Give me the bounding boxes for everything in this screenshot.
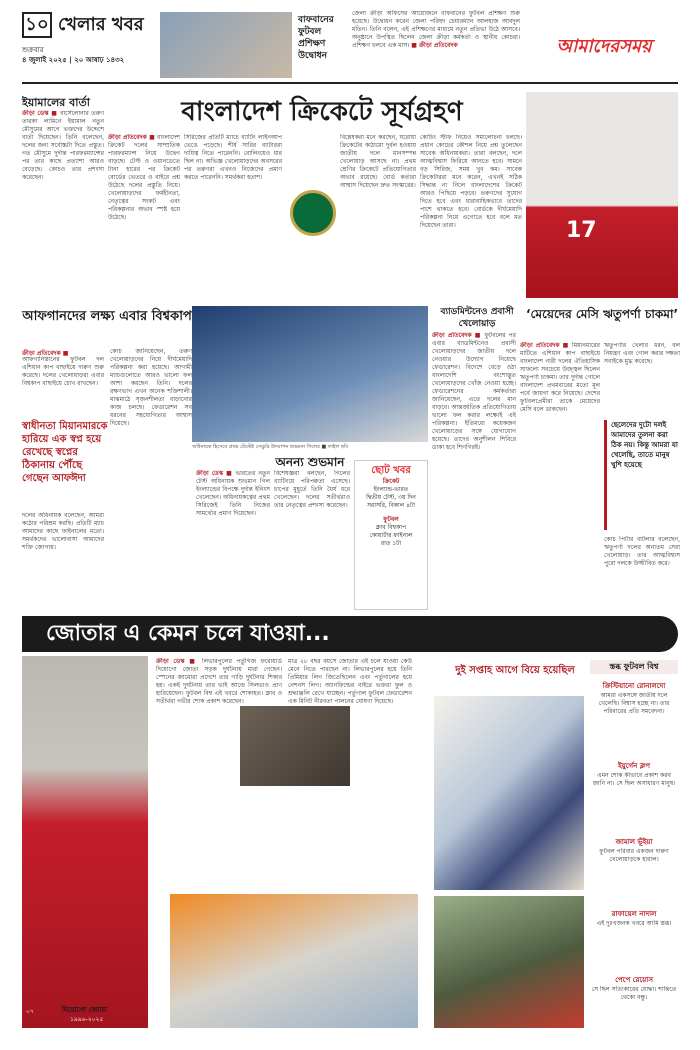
badminton-headline: ব্যাডমিন্টনেও প্রবাসী খেলোয়াড় [440, 307, 514, 329]
reaction-name: ইয়ুর্গেন ক্লপ [617, 762, 650, 770]
lead-byline: ক্রীড়া প্রতিবেদক ■ [108, 134, 155, 141]
reaction-name: রাফায়েল নাদাল [611, 910, 657, 918]
lead-col-1-body: বাংলাদেশ ক্রিকেট দলের সাম্প্রতিক পারফরম্যান্স নিয়ে উদ্বেগ বাড়ছে। টেস্ট ও ওয়ানডেতে টানা হারের পর ক্রিকেট বোর্ডের ভেতরে ও বাইরে প্রশ্ন উঠেছে দলের প্রস্তুতি নিয়ে। খেলোয়াড়দের ফর্মহীনতা, নেতৃত্বের সংকট এবং পরিকল্পনার অভাব স্পষ্ট হয়ে উঠেছে। [108, 134, 180, 221]
afghan-pull-quote: স্বাধীনতা মিয়ানমারকে হারিয়ে এক স্বপ্ন হয়ে রেখেছে স্বপ্নের ঠিকানায় পৌঁছে গেছেন আফঈদা [22, 421, 108, 484]
gill-photo [192, 306, 428, 442]
lead-col-1 [108, 134, 180, 304]
rituparna-photo [526, 92, 678, 298]
short-news-line: কোয়ার্টার ফাইনাল [369, 532, 413, 539]
lead-col-5-body: সাবেক ক্রিকেটাররা মনে করেন, এখনই সঠিক সিদ্ধান্ত না নিলে বাংলাদেশের ক্রিকেট আরও পিছিয়ে পড়বে। তরুণদের সুযোগ দিতে হবে এবং ধারাবাহিকভাবে তাদের পাশে থাকতে হবে। বোর্ডকে দীর্ঘমেয়াদি পরিকল্পনা নিয়ে এগোতে হবে বলে মত দিয়েছেন তারা। [420, 166, 522, 229]
jota-body-1: লিভারপুলের পর্তুগিজ ফরোয়ার্ড দিয়োগো জোতা সড়ক দুর্ঘটনায় মারা গেছেন। স্পেনের জামোরা প্রদেশে তার গাড়ি দুর্ঘটনার শিকার হয়। একই দুর্ঘটনায় তার ভাই আন্দ্রে সিলভাও প্রাণ হারিয়েছেন। ফুটবল বিশ্ব এই খবরে শোকাহত। ক্লাব ও সতীর্থরা গভীর শোক প্রকাশ করেছেন। [156, 658, 282, 705]
messi-headline: ‘মেয়েদের মেসি ঋতুপর্ণা চাকমা’ [526, 307, 678, 321]
reaction-list [590, 680, 678, 1026]
wedding-photo [434, 696, 584, 890]
badminton-byline: ক্রীড়া প্রতিবেদক ■ [432, 332, 482, 339]
reaction-text: এমন শোক কীভাবে প্রকাশ করব জানি না। সে ছিল অসাধারণ মানুষ। [592, 772, 676, 787]
gill-byline: ক্রীড়া ডেস্ক ■ [196, 470, 233, 477]
afghan-headline: আফগানদের লক্ষ্য এবার বিশ্বকাপ [22, 309, 192, 324]
jota-banner: জোতার এ কেমন চলে যাওয়া... [22, 616, 678, 652]
reaction-name: জামাল ভূঁইয়া [615, 838, 653, 846]
trophy-photo [170, 894, 418, 1028]
short-news-line: সরাসরি, বিকাল ৪টা [366, 502, 416, 509]
jota-byline: ক্রীড়া ডেস্ক ■ [156, 658, 198, 665]
badminton-body: ফুটবলের পর এবার ব্যাডমিন্টনেও প্রবাসী খেলোয়াড়দের জাতীয় দলে নেওয়ার উদ্যোগ নিয়েছে ফেডারেশন। বিদেশে বেড়ে ওঠা বাংলাদেশি বংশোদ্ভূত খেলোয়াড়দের খোঁজ নেওয়া হচ্ছে। ফেডারেশনের কর্মকর্তারা জানিয়েছেন, এতে দলের মান বাড়বে। আন্তর্জাতিক প্রতিযোগিতায় ভালো ফল করার লক্ষ্যেই এই পরিকল্পনা। ইতিমধ্যে কয়েকজন খেলোয়াড়ের সঙ্গে যোগাযোগ হয়েছে। তাদের অনুশীলন শিবিরে ডাকা হবে শিগগিরই। [432, 332, 516, 451]
brief-byline: ■ ক্রীড়া প্রতিবেদক [411, 42, 458, 49]
messi-text-1 [520, 342, 600, 614]
lead-col-2: সিরিজের প্রতিটি ম্যাচে ব্যাটিং লাইনআপ ভেঙে পড়েছে। শীর্ষ সারির ব্যাটাররা দায়িত্ব নিতে পারেননি। বোলিংয়েও ধার ছিল না। অভিজ্ঞ খেলোয়াড়দের অবসরের পর তরুণরা এখনও নিজেদের প্রমাণ করতে পারেননি। সমর্থকরা হতাশ। [184, 134, 282, 181]
short-news-line: ক্রিকেট [382, 478, 400, 485]
short-news-line: ফুটবল [383, 516, 399, 523]
brief-headline: বাফবানের ফুটবল প্রশিক্ষণ উদ্বোধন [298, 15, 334, 61]
jota-photo [22, 656, 148, 1028]
jota-caption-years: ১৯৯৬-২০২৫ [70, 1016, 104, 1023]
yamal-body: বার্সেলোনার তরুণ তারকা লামিনে ইয়ামাল নতুন মৌসুমের আগে ভক্তদের উদ্দেশে বার্তা দিয়েছেন। তিনি বলেছেন, দলের জন্য সর্বোচ্চটা দিতে প্রস্তুত। গত মৌসুমে দুর্দান্ত পারফরম্যান্সের পর তার কাছে প্রত্যাশা আরও বেড়েছে। কোচও তার প্রশংসা করেছেন। [22, 110, 104, 181]
gill-caption: অধিনায়ক হিসেবে প্রথম টেস্টেই সেঞ্চুরি উদযাপন শুভমান গিলের ■ ফাইল ছবি [192, 444, 349, 450]
short-news-line: দ্বিতীয় টেস্ট, ৩য় দিন [366, 494, 416, 501]
short-news-title: ছোট খবর [371, 465, 411, 476]
short-news-line: রাত ১টা [380, 540, 402, 547]
lead-col-4-body: কোচিং স্টাফ নিয়েও সমালোচনা চলছে। প্রধান কোচের কৌশল নিয়ে প্রশ্ন তুলেছেন সাবেক অধিনায়করা। তারা বলছেন, দলে আত্মবিশ্বাস ফিরিয়ে আনতে হবে। সামনে বড় সিরিজ, সময় খুব কম। [420, 134, 522, 173]
reaction-text: ফুটবল পরিবার একজন দারুণ খেলোয়াড়কে হারাল। [599, 848, 669, 863]
afghan-text-1: আফগানিস্তানের ফুটবল দল এশিয়ান কাপ বাছাইয়ে দারুণ শুরু করেছে। দলের খেলোয়াড়রা এবার বিশ্বকাপ বাছাইয়ে চোখ রাখছেন। [22, 356, 104, 387]
afghan-text-2: দলের অধিনায়ক বলেছেন, আমরা কঠোর পরিশ্রম করছি। প্রতিটি ম্যাচ আমাদের কাছে ফাইনালের মতো। সমর্থকদের ভালোবাসা আমাদের শক্তি জোগায়। [22, 512, 104, 551]
gill-text-2: বিশেষজ্ঞরা বলছেন, গিলের ব্যাটিংয়ে পরিপক্বতা এসেছে। চাপের মুহূর্তে তিনি ধৈর্য ধরে খেলেছেন। দলের সতীর্থরাও তার নেতৃত্বের প্রশংসা করেছেন। [274, 470, 350, 509]
short-news-line: ক্লাব বিশ্বকাপ [375, 524, 407, 531]
training-photo [160, 12, 292, 78]
short-news-box [354, 460, 428, 610]
tribute-photo [434, 896, 584, 1028]
gill-text-1 [196, 470, 270, 616]
jota-text-2: মাত্র ২৮ বছর বয়সে জোতার এই চলে যাওয়া কেউ মেনে নিতে পারছেন না। লিভারপুলের হয়ে তিনি প্রিমিয়ার লিগ জিতেছিলেন এবং পর্তুগালের হয়ে নেশনস লিগ। অ্যানফিল্ডের বাইরে ভক্তরা ফুল ও শ্রদ্ধাঞ্জলি রেখে যাচ্ছেন। পর্তুগাল ফুটবল ফেডারেশন এক মিনিট নীরবতা পালনের ঘোষণা দিয়েছে। [288, 658, 412, 705]
section-title: খেলার খবর [58, 14, 144, 35]
jersey-number: 17 [566, 218, 597, 243]
lead-col-4 [420, 134, 522, 304]
gill-body-1: ভারতের নতুন টেস্ট অধিনায়ক শুভমান গিল ইংল্যান্ডের বিপক্ষে দুর্দান্ত ইনিংস খেলেছেন। অধিনায়কত্বের প্রথম সিরিজেই তিনি নিজের সামর্থ্যের প্রমাণ দিয়েছেন। [196, 470, 270, 517]
lead-headline: বাংলাদেশ ক্রিকেটে সূর্যগ্রহণ [181, 97, 463, 127]
yamal-byline: ক্রীড়া ডেস্ক ■ [22, 110, 58, 117]
reaction-text: এই দুঃখজনক খবরে আমি স্তব্ধ। [596, 920, 672, 927]
wedding-headline: দুই সপ্তাহ আগে বিয়ে হয়েছিল [455, 665, 575, 676]
jota-caption-name: দিয়োগো জোতা [62, 1006, 107, 1014]
brief-text [352, 10, 520, 78]
bcb-crest-icon [290, 190, 336, 236]
yamal-headline: ইয়ামালের বার্তা [22, 96, 90, 109]
page-number: ১০ [22, 12, 52, 38]
short-news-line: ইংল্যান্ড-ভারত [373, 486, 409, 493]
afghan-text-3: কোচ জানিয়েছেন, তরুণ খেলোয়াড়দের নিয়ে দীর্ঘমেয়াদি পরিকল্পনা করা হয়েছে। আগামী ম্যাচগুলোতে আরও ভালো ফল আশা করছেন তিনি। দলের রক্ষণভাগ এখন অনেক শক্তিশালী। মাঝমাঠে সৃজনশীলতা বাড়ানোর কাজ চলছে। ফেডারেশন সব ধরনের সহযোগিতার আশ্বাস দিয়েছে। [110, 348, 192, 427]
issue-date: ৪ জুলাই ২০২৫ | ২০ আষাঢ় ১৪৩২ [22, 56, 125, 64]
reaction-text: সে ছিল সত্যিকারের যোদ্ধা। শান্তিতে থেকো বন্ধু। [591, 986, 677, 1001]
messi-body-1: মিয়ানমারের মাটিতে এশিয়ান কাপ বাছাইয়ে বাংলাদেশ নারী দলের ঐতিহাসিক সাফল্যে সবচেয়ে উজ্জ্বল ছিলেন ঋতুপর্ণা চাকমা। তার দুর্দান্ত গোলে বাংলাদেশ প্রথমবারের মতো মূল পর্বে জায়গা করে নিয়েছে। দেশের ফুটবলপ্রেমীরা তাকে মেয়েদের মেসি বলে ডাকছেন। [520, 342, 600, 413]
messi-text-3: কোচ পিটার বাটলার বলেছেন, ঋতুপর্ণা দলের অন্যতম সেরা খেলোয়াড়। তার আত্মবিশ্বাস পুরো দলকে উজ্জীবিত করে। [604, 536, 680, 567]
yamal-story [22, 110, 104, 300]
reaction-name: ক্রিস্টিয়ানো রোনালদো [602, 682, 666, 690]
afghan-byline: ক্রীড়া প্রতিবেদক ■ [22, 350, 69, 357]
lead-col-3: বিশ্লেষকরা মনে করছেন, ঘরোয়া ক্রিকেটের কাঠামো দুর্বল হওয়ায় জাতীয় দলে মানসম্পন্ন খেলোয়াড় আসছে না। প্রথম শ্রেণির ক্রিকেটে প্রতিযোগিতার অভাব রয়েছে। বোর্ড কর্তারা আশ্বাস দিয়েছেন দ্রুত সংস্কারের। [340, 134, 416, 189]
messi-quote: ছেলেদের দুটো দলই আমাদের তুলনা করা ঠিক নয়। কিন্তু আমরা যা খেলেছি, তাতে মানুষ খুশি হয়েছে [604, 420, 680, 530]
jota-badge: ০৭ [26, 1008, 34, 1015]
brief-body: জেলা ক্রীড়া অফিসের আয়োজনে বাফবানের ফুটবল প্রশিক্ষণ শুরু হয়েছে। উদ্বোধন করেন জেলা পরিষদ চেয়ারম্যান আলহাজ আবদুল মতিন। তিনি বলেন, এই প্রশিক্ষণের মাধ্যমে নতুন প্রতিভা উঠে আসবে। অনুষ্ঠানে উপস্থিত ছিলেন জেলা ক্রীড়া কর্মকর্তা ও স্থানীয় কোচরা। প্রশিক্ষণ চলবে এক মাস। [352, 10, 520, 49]
messi-text-2: ঋতুপর্ণার খেলার ধরন, বল নিয়ন্ত্রণ এবং গোল করার দক্ষতা সবাইকে মুগ্ধ করেছে। [604, 342, 680, 365]
newspaper-logo[interactable]: আমাদেরসময় [556, 36, 652, 57]
reaction-name: পেপে রেয়োস [615, 976, 653, 984]
header-divider [22, 82, 678, 84]
world-reaction-heading: স্তব্ধ ফুটবল বিশ্ব [590, 660, 678, 674]
issue-day: শুক্রবার [22, 46, 44, 54]
gill-headline: অনন্য শুভমান [275, 455, 345, 469]
reaction-text: আমরা একসঙ্গে জাতীয় দলে খেলেছি। বিশ্বাস হচ্ছে না। তার পরিবারের প্রতি সমবেদনা। [598, 692, 670, 715]
messi-byline: ক্রীড়া প্রতিবেদক ■ [520, 342, 570, 349]
badminton-story [432, 332, 516, 616]
